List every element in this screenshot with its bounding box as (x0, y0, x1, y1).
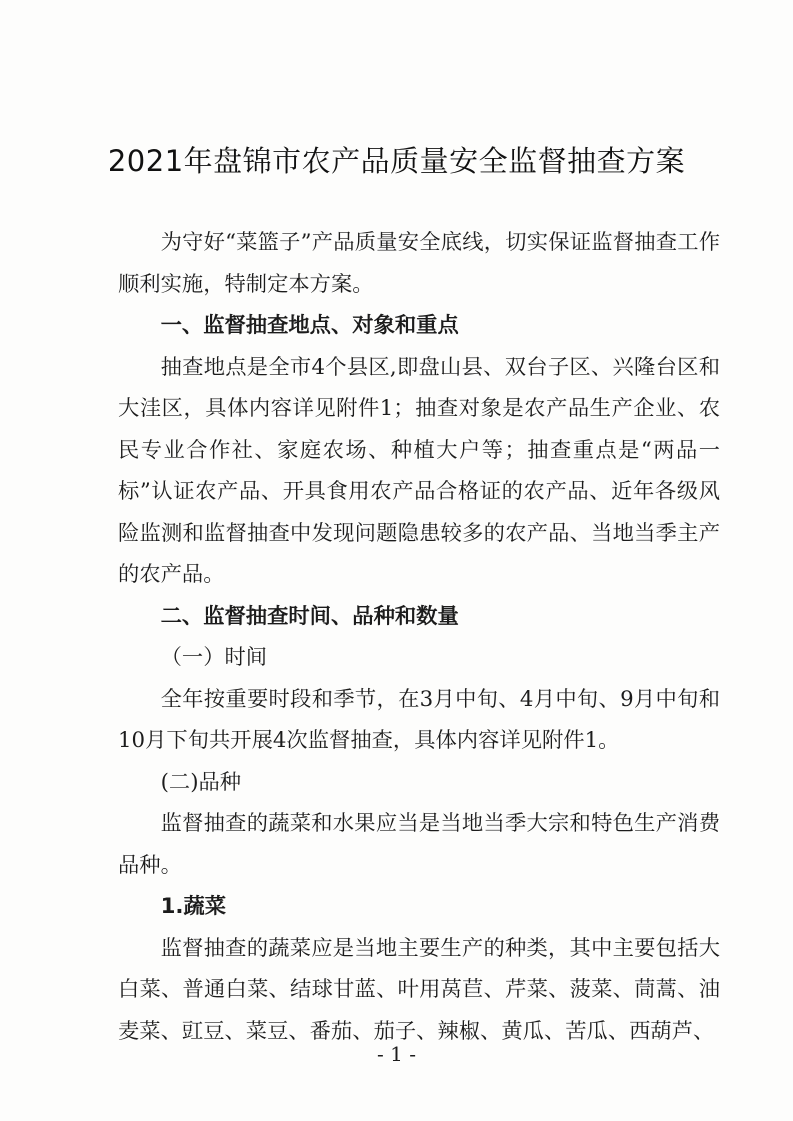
variety-paragraph: 监督抽查的蔬菜和水果应当是当地当季大宗和特色生产消费品种。 (118, 811, 720, 878)
page-number: - 1 - (377, 1042, 416, 1066)
section-heading-2: 二、监督抽查时间、品种和数量 (160, 603, 459, 629)
vegetables-paragraph: 监督抽查的蔬菜应是当地主要生产的种类，其中主要包括大白菜、普通白菜、结球甘蓝、叶用莴苣、芹菜、菠菜、茼蒿、油麦菜、豇豆、菜豆、番茄、茄子、辣椒、黄瓜、苦瓜、西葫芦、 (118, 935, 720, 1044)
subheading-variety: (二)品种 (160, 769, 242, 795)
document-body (118, 222, 720, 1052)
page-title: 2021年盘锦市农产品质量安全监督抽查方案 (107, 144, 686, 178)
time-paragraph: 全年按重要时段和季节，在3月中旬、4月中旬、9月中旬和10月下旬共开展4次监督抽查，具体内容详见附件1。 (118, 686, 720, 753)
section-heading-1: 一、监督抽查地点、对象和重点 (160, 313, 459, 338)
intro-paragraph: 为守好“菜篮子”产品质量安全底线，切实保证监督抽查工作顺利实施，特制定本方案。 (118, 230, 720, 297)
subheading-vegetables: 1.蔬菜 (160, 894, 227, 919)
section-1-paragraph: 抽查地点是全市4个县区,即盘山县、双台子区、兴隆台区和大洼区，具体内容详见附件1；抽查对象是农产品生产企业、农民专业合作社、家庭农场、种植大户等；抽查重点是“两品一标”认证农产品、开具食用农产品合格证的农产品、近年各级风险监测和监督抽查中发现问题隐患较多的农产品、当地当季主产的农产品。 (118, 354, 720, 587)
subheading-time: （一）时间 (160, 645, 268, 670)
